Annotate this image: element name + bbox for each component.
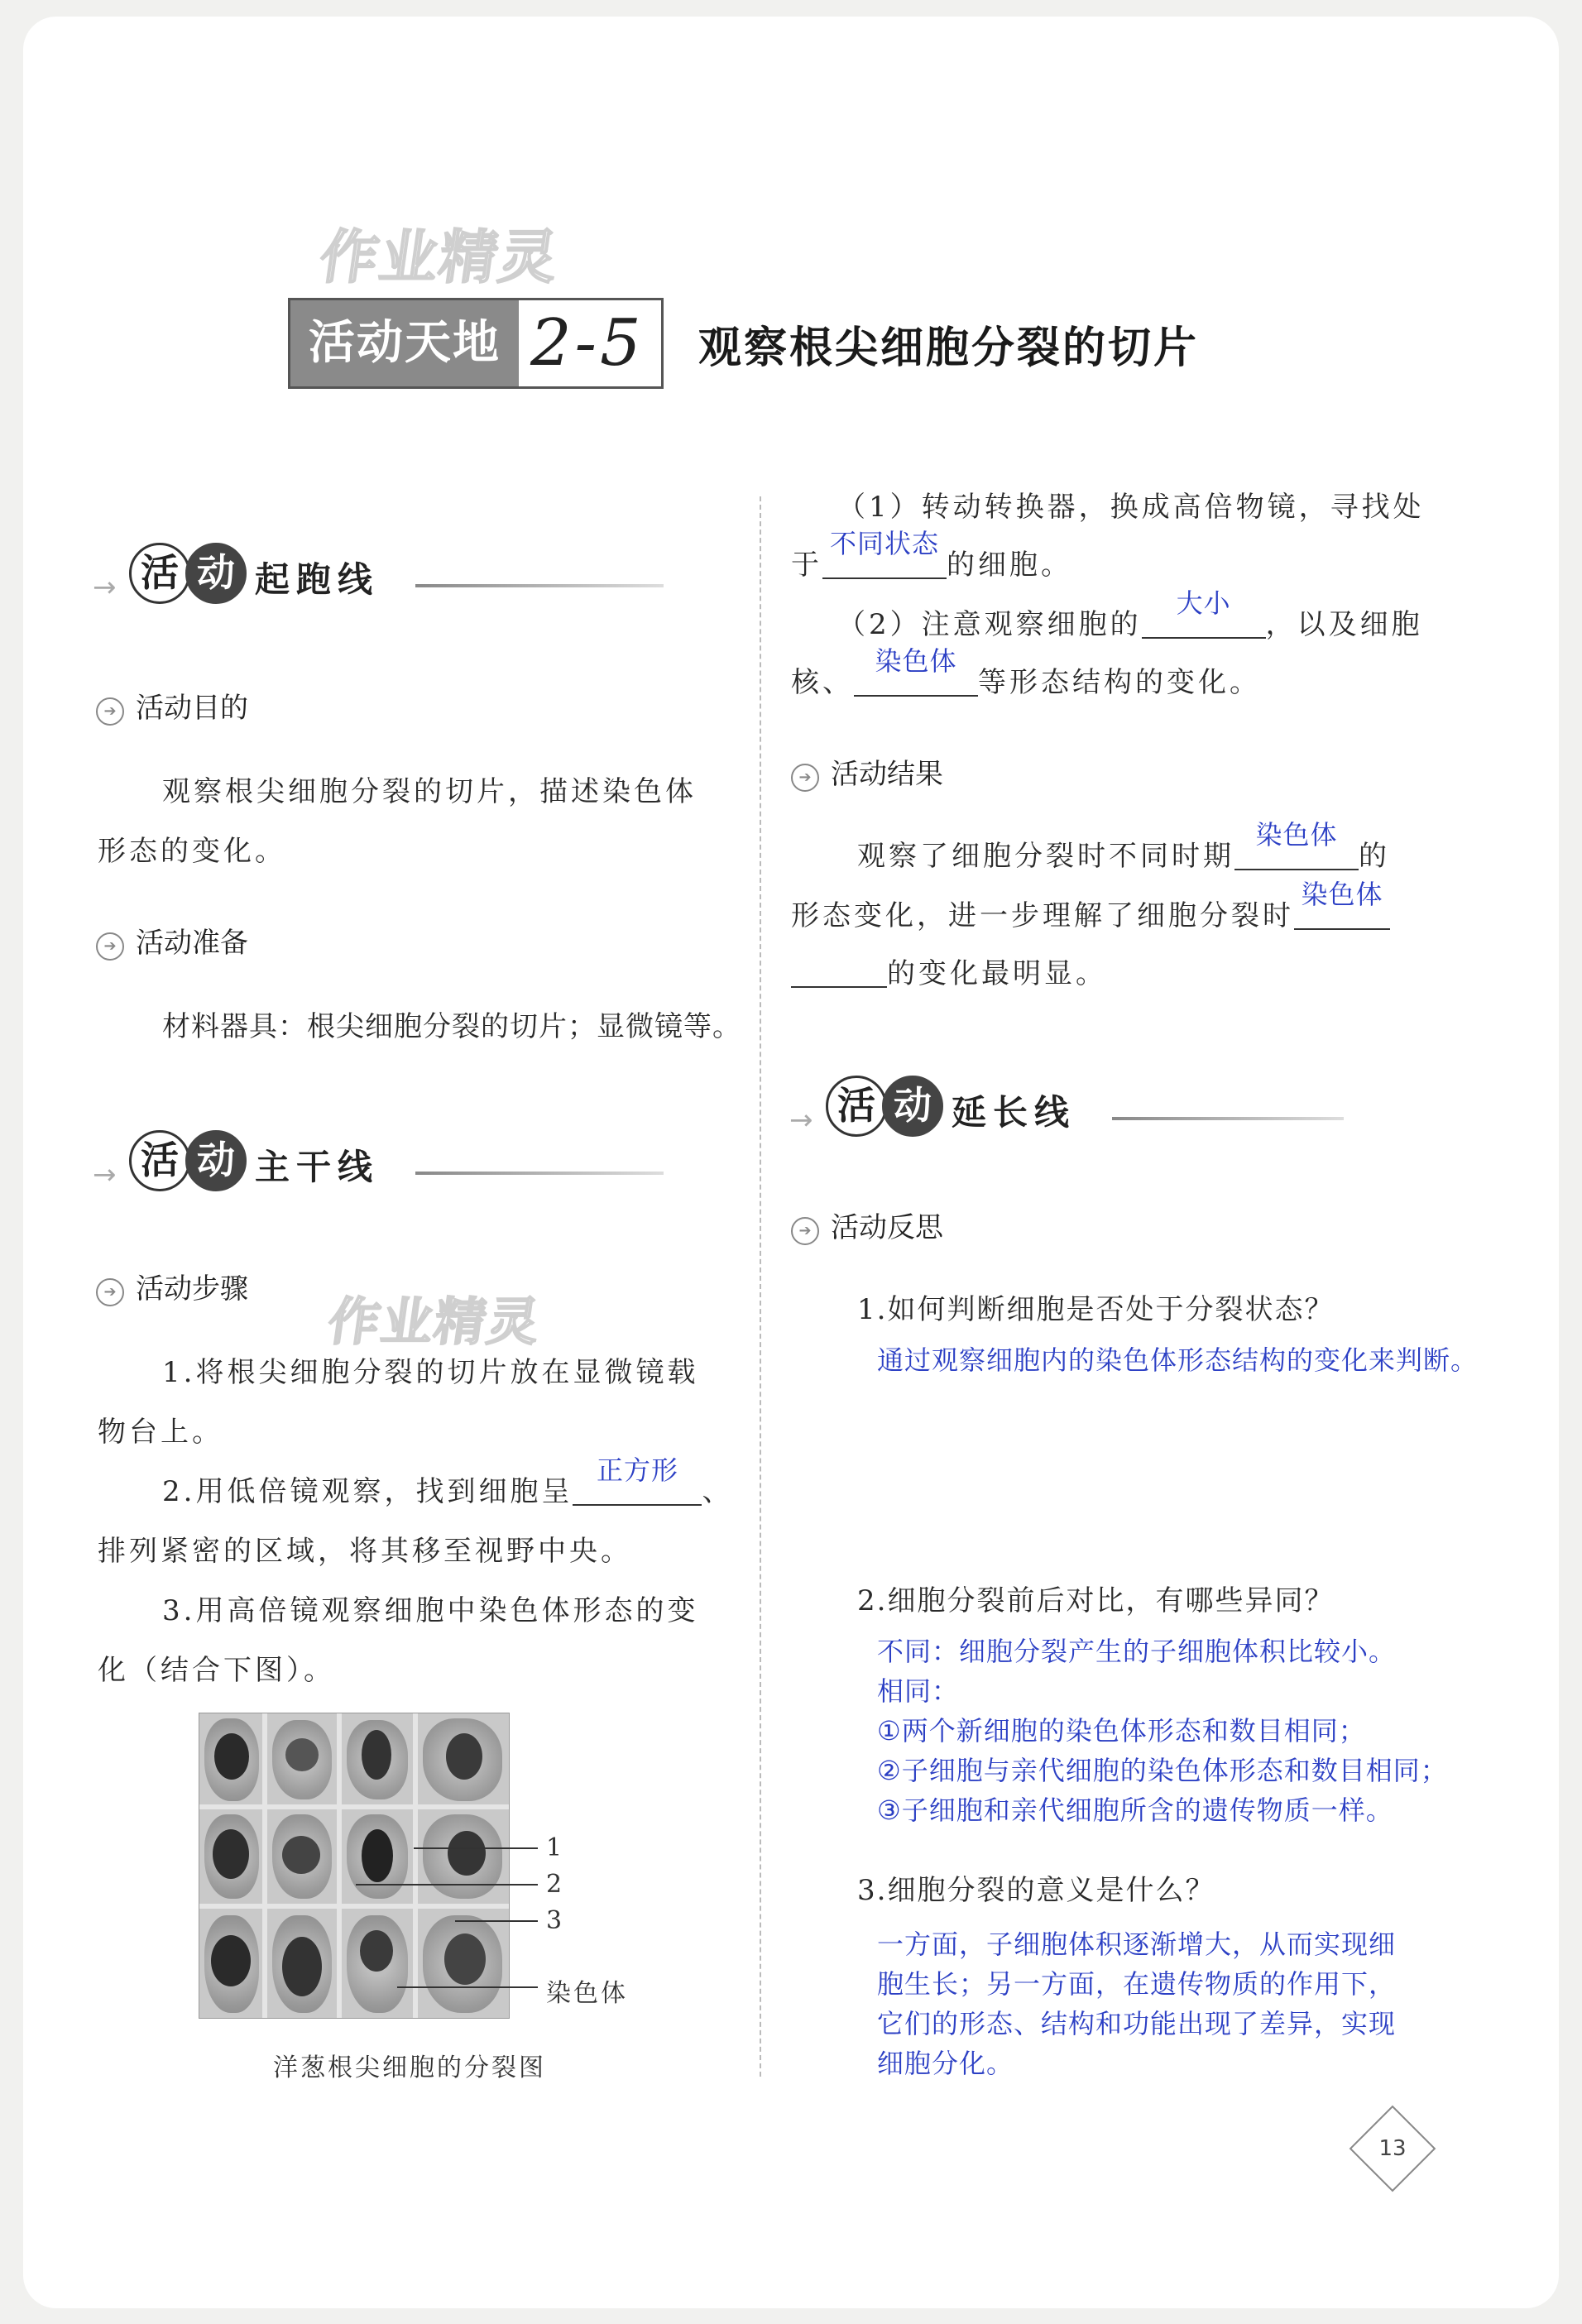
p1-prefix: 于: [791, 549, 822, 582]
section-tail-line: [415, 1172, 664, 1175]
title-banner: [288, 298, 664, 389]
subhead-label: 活动目的: [136, 692, 248, 725]
subhead-reflect: [791, 1205, 943, 1245]
subhead-goal: [96, 685, 248, 726]
goal-line-1: 观察根尖细胞分裂的切片，描述染色体: [162, 775, 697, 808]
section-tail-line: [415, 584, 664, 587]
result-line3-suffix: 的变化最明显。: [887, 957, 1107, 990]
answer-blank: [1142, 587, 1266, 639]
watermark-top: 作业精灵: [315, 223, 563, 291]
arrow-circle-icon: ➔: [96, 932, 124, 961]
answer-blank: [791, 953, 887, 988]
step2-prefix: 2.用低倍镜观察，找到细胞呈: [162, 1475, 573, 1508]
arrow-icon: →: [93, 571, 117, 604]
answer-2-line-1: 不同：细胞分裂产生的子细胞体积比较小。: [877, 1636, 1397, 1667]
figure-label-2: 2: [546, 1870, 565, 1899]
answer-3-line-1: 一方面，子细胞体积逐渐增大，从而实现细: [877, 1929, 1397, 1960]
step3-line-1: 3.用高倍镜观察细胞中染色体形态的变: [162, 1594, 699, 1627]
section-badge-dong: 动: [185, 1130, 247, 1191]
question-1: 1.如何判断细胞是否处于分裂状态？: [857, 1293, 1335, 1326]
section-start-line: [93, 538, 589, 612]
prep-line-1: 材料器具：根尖细胞分裂的切片；显微镜等。: [162, 1010, 741, 1043]
section-badge-huo: 活: [129, 543, 190, 604]
page-number: 13: [1378, 2136, 1407, 2161]
step1-line-2: 物台上。: [98, 1416, 223, 1449]
section-main-line: [93, 1125, 589, 1200]
handwritten-answer: 不同状态: [829, 528, 939, 559]
answer-1: 通过观察细胞内的染色体形态结构的变化来判断。: [877, 1344, 1479, 1376]
subhead-result: [791, 751, 943, 792]
section-tail-line: [1112, 1117, 1344, 1120]
answer-blank: [822, 528, 947, 579]
subhead-label: 活动结果: [831, 758, 943, 791]
handwritten-answer: 正方形: [596, 1454, 678, 1486]
title-number: 2-5: [530, 306, 645, 381]
subhead-prep: [96, 920, 248, 961]
result-line2-prefix: 形态变化，进一步理解了细胞分裂时: [791, 899, 1294, 932]
result-line1-suffix: 的: [1359, 840, 1390, 873]
page-title: 观察根尖细胞分裂的切片: [698, 323, 1200, 373]
subhead-steps: [96, 1266, 248, 1306]
watermark-middle: 作业精灵: [324, 1291, 545, 1352]
step2-line-1: [162, 1454, 734, 1521]
step2-line-2: 排列紧密的区域，将其移至视野中央。: [98, 1535, 632, 1568]
subhead-label: 活动反思: [831, 1211, 943, 1244]
subhead-label: 活动准备: [136, 927, 248, 960]
subhead-label: 活动步骤: [136, 1272, 248, 1306]
arrow-circle-icon: ➔: [791, 1217, 819, 1245]
answer-blank: [1294, 879, 1390, 930]
result-line-3: [791, 945, 1107, 1003]
arrow-circle-icon: ➔: [96, 697, 124, 726]
answer-3-line-4: 细胞分化。: [877, 2048, 1014, 2079]
goal-line-2: 形态的变化。: [98, 835, 286, 868]
answer-2-line-5: ③子细胞和亲代细胞所含的遗传物质一样。: [877, 1795, 1393, 1826]
answer-3-line-2: 胞生长；另一方面，在遗传物质的作用下，: [877, 1968, 1397, 2000]
handwritten-answer: 染色体: [1255, 819, 1338, 851]
answer-3-line-3: 它们的形态、结构和功能出现了差异，实现: [877, 2008, 1397, 2039]
p2-mid: ，以及细胞: [1265, 608, 1423, 641]
answer-2-line-3: ①两个新细胞的染色体形态和数目相同；: [877, 1715, 1366, 1747]
result-line-2: [791, 879, 1390, 945]
figure-label-3: 3: [546, 1906, 565, 1935]
step2-suffix: 、: [702, 1475, 734, 1508]
section-subtitle: 主干线: [255, 1147, 380, 1187]
arrow-circle-icon: ➔: [791, 764, 819, 792]
arrow-icon: →: [789, 1104, 813, 1137]
title-tag: 活动天地: [290, 300, 519, 386]
figure-label-chromosome: 染色体: [546, 1979, 628, 2008]
p2-line2-suffix: 等形态结构的变化。: [978, 666, 1261, 699]
section-extend-line: [789, 1071, 1286, 1145]
figure-label-lines: [356, 1828, 546, 2002]
step1-line-1: 1.将根尖细胞分裂的切片放在显微镜载: [162, 1356, 699, 1389]
column-divider: [760, 496, 761, 2077]
p2-prefix: （2）注意观察细胞的: [837, 608, 1142, 641]
p1-line-1: （1）转动转换器，换成高倍物镜，寻找处: [837, 491, 1425, 524]
handwritten-answer: 染色体: [1301, 879, 1383, 910]
question-2: 2.细胞分裂前后对比，有哪些异同？: [857, 1584, 1335, 1617]
section-badge-huo: 活: [826, 1076, 887, 1137]
arrow-icon: →: [93, 1158, 117, 1191]
answer-blank: [573, 1454, 702, 1506]
section-badge-dong: 动: [185, 543, 247, 604]
figure-label-1: 1: [546, 1833, 565, 1862]
arrow-circle-icon: ➔: [96, 1278, 124, 1306]
answer-blank: [854, 645, 978, 697]
p1-line-2: [791, 528, 1072, 594]
section-subtitle: 起跑线: [255, 559, 380, 600]
handwritten-answer: 染色体: [875, 645, 957, 677]
question-3: 3.细胞分裂的意义是什么？: [857, 1874, 1215, 1907]
p1-suffix: 的细胞。: [947, 549, 1072, 582]
p2-line2-prefix: 核、: [791, 666, 854, 699]
p2-line-2: [791, 645, 1261, 712]
section-badge-dong: 动: [882, 1076, 943, 1137]
figure-caption: 洋葱根尖细胞的分裂图: [273, 2053, 546, 2082]
section-subtitle: 延长线: [952, 1092, 1076, 1133]
handwritten-answer: 大小: [1176, 587, 1231, 619]
section-badge-huo: 活: [129, 1130, 190, 1191]
result-line1-prefix: 观察了细胞分裂时不同时期: [857, 840, 1234, 873]
answer-2-line-2: 相同：: [877, 1675, 960, 1707]
answer-2-line-4: ②子细胞与亲代细胞的染色体形态和数目相同；: [877, 1755, 1448, 1786]
step3-line-2: 化（结合下图）。: [98, 1654, 335, 1687]
